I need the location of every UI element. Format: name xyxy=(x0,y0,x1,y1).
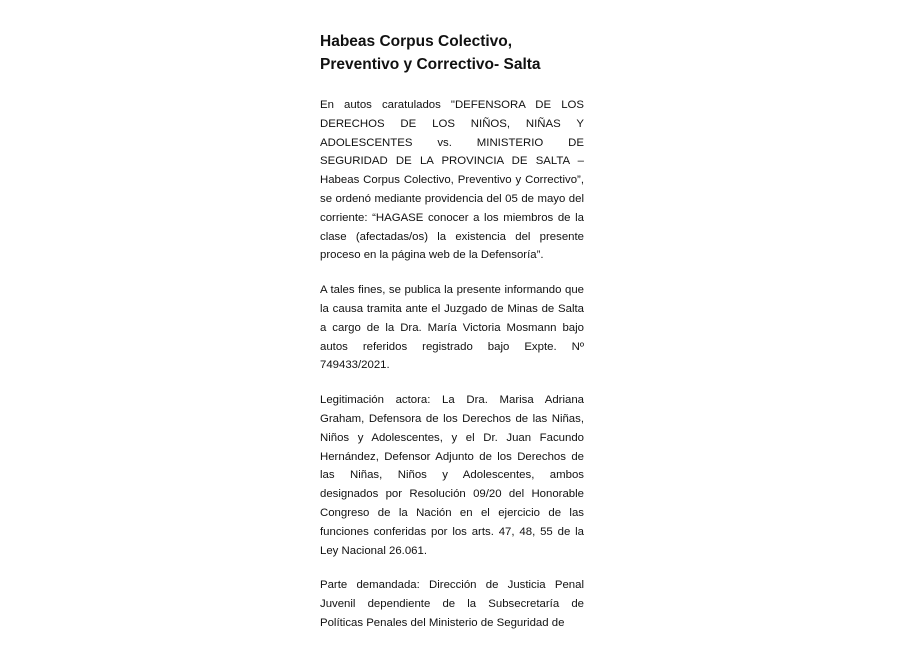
paragraph-defendant: Parte demandada: Dirección de Justicia Penal Juvenil dependiente de la Subsecretaría de Políticas Penales del Ministerio de Seguridad de xyxy=(320,579,584,629)
document-title: Habeas Corpus Colectivo, Preventivo y Correctivo- Salta xyxy=(320,33,541,73)
paragraph-publication-notice: A tales fines, se publica la presente informando que la causa tramita ante el Juzgado de Minas de Salta a cargo de la Dra. María Victoria Mosmann bajo autos referidos registrado bajo Expte. Nº 749433/2021. xyxy=(320,284,584,372)
paragraph-case-caption: En autos caratulados "DEFENSORA DE LOS DERECHOS DE LOS NIÑOS, NIÑAS Y ADOLESCENTES vs. MINISTERIO DE SEGURIDAD DE LA PROVINCIA DE SALTA – Habeas Corpus Colectivo, Preventivo y Correctivo”, se ordenó mediante providencia del 05 de mayo del corriente: “HAGASE conocer a los miembros de la clase (afectadas/os) la existencia del presente proceso en la página web de la Defensoría”. xyxy=(320,99,584,262)
document-page xyxy=(320,30,584,649)
paragraph-plaintiff-standing: Legitimación actora: La Dra. Marisa Adriana Graham, Defensora de los Derechos de las Niñas, Niños y Adolescentes, y el Dr. Juan Facundo Hernández, Defensor Adjunto de los Derechos de las Niñas, Niños y Adolescentes, ambos designados por Resolución 09/20 del Honorable Congreso de la Nación en el ejercicio de las funciones conferidas por los arts. 47, 48, 55 de la Ley Nacional 26.061. xyxy=(320,394,584,557)
